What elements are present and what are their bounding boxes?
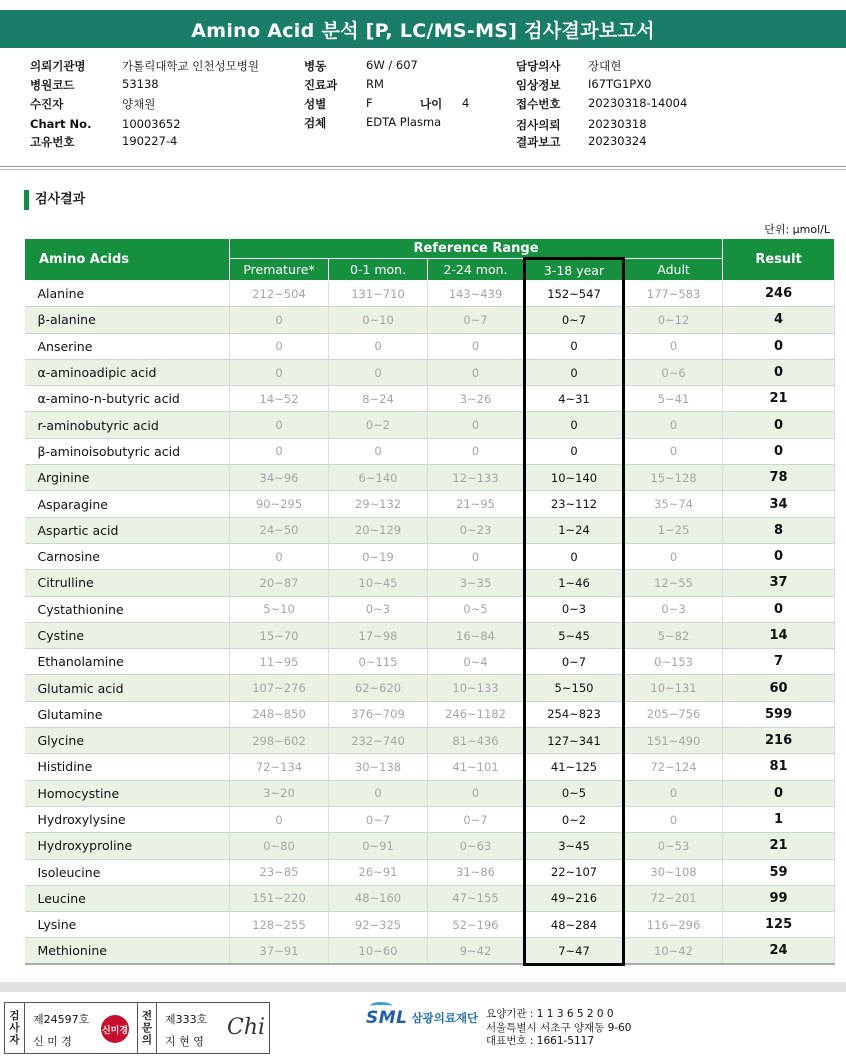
header-amino-acids: Amino Acids (25, 239, 230, 281)
reference-value: 48~284 (525, 912, 624, 938)
table-row (25, 806, 835, 832)
table-row (25, 412, 835, 438)
age-value: 4 (462, 96, 470, 110)
reference-value: 0 (329, 333, 428, 359)
table-row (25, 333, 835, 359)
table-row (25, 675, 835, 701)
reference-value: 5~45 (525, 622, 624, 648)
reference-value: 5~41 (624, 386, 723, 412)
info-label: 검체 (304, 116, 327, 130)
reference-value: 0 (230, 806, 329, 832)
table-row (25, 491, 835, 517)
info-value: F (366, 96, 373, 110)
reference-value: 0~91 (329, 833, 428, 859)
report-title: Amino Acid 분석 [P, LC/MS-MS] 검사결과보고서 (0, 10, 846, 48)
table-row (25, 780, 835, 806)
reference-value: 12~133 (428, 465, 525, 491)
reference-value: 131~710 (329, 281, 428, 307)
reference-value: 0~12 (624, 307, 723, 333)
info-label: 병원코드 (30, 78, 75, 92)
result-value: 0 (723, 596, 835, 622)
inspector-label-text: 검 사 자 (9, 1010, 20, 1046)
reference-value: 41~125 (525, 754, 624, 780)
info-value: 6W / 607 (366, 58, 418, 72)
reference-value: 0~5 (525, 780, 624, 806)
amino-acid-name: Carnosine (25, 543, 230, 569)
header-premature: Premature* (230, 259, 329, 281)
reference-value: 0 (525, 543, 624, 569)
reference-value: 254~823 (525, 701, 624, 727)
header-0-1-mon: 0-1 mon. (329, 259, 428, 281)
amino-acid-name: Isoleucine (25, 859, 230, 885)
reference-value: 9~42 (428, 938, 525, 964)
reference-value: 10~140 (525, 465, 624, 491)
table-row (25, 438, 835, 464)
result-value: 599 (723, 701, 835, 727)
table-row (25, 359, 835, 385)
reference-value: 0~153 (624, 649, 723, 675)
reference-value: 0~53 (624, 833, 723, 859)
info-label: 담당의사 (516, 59, 561, 73)
reference-value: 0 (525, 412, 624, 438)
reference-value: 3~26 (428, 386, 525, 412)
table-row (25, 859, 835, 885)
table-row (25, 465, 835, 491)
table-row (25, 517, 835, 543)
amino-acid-name: α-amino-n-butyric acid (25, 386, 230, 412)
result-value: 0 (723, 543, 835, 569)
table-row (25, 938, 835, 964)
reference-value: 72~124 (624, 754, 723, 780)
reference-value: 0~3 (525, 596, 624, 622)
result-value: 14 (723, 622, 835, 648)
reference-value: 151~220 (230, 885, 329, 911)
info-value: 20230324 (588, 134, 647, 148)
inspector-seal-icon: 신미경 (101, 1015, 129, 1043)
signature-box (4, 1002, 270, 1054)
info-value: RM (366, 77, 384, 91)
reference-value: 30~138 (329, 754, 428, 780)
reference-value: 6~140 (329, 465, 428, 491)
result-value: 99 (723, 885, 835, 911)
reference-value: 143~439 (428, 281, 525, 307)
reference-value: 10~60 (329, 938, 428, 964)
bottom-band (0, 982, 846, 992)
reference-value: 0 (230, 438, 329, 464)
reference-value: 116~296 (624, 912, 723, 938)
confirm-number: 제333호 (165, 1013, 208, 1026)
reference-value: 151~490 (624, 728, 723, 754)
reference-value: 12~55 (624, 570, 723, 596)
reference-value: 5~10 (230, 596, 329, 622)
reference-value: 10~45 (329, 570, 428, 596)
result-value: 0 (723, 780, 835, 806)
result-value: 24 (723, 938, 835, 964)
result-value: 78 (723, 465, 835, 491)
reference-value: 34~96 (230, 465, 329, 491)
amino-acid-name: Glutamine (25, 701, 230, 727)
info-value: EDTA Plasma (366, 115, 442, 129)
amino-acid-name: Glutamic acid (25, 675, 230, 701)
reference-value: 11~95 (230, 649, 329, 675)
reference-value: 0~2 (525, 806, 624, 832)
result-value: 37 (723, 570, 835, 596)
reference-value: 24~50 (230, 517, 329, 543)
reference-value: 0~2 (329, 412, 428, 438)
result-value: 34 (723, 491, 835, 517)
table-row (25, 701, 835, 727)
amino-acid-name: Ethanolamine (25, 649, 230, 675)
amino-acid-name: β-alanine (25, 307, 230, 333)
reference-value: 0 (428, 543, 525, 569)
amino-acid-name: β-aminoisobutyric acid (25, 438, 230, 464)
patient-info (0, 54, 846, 166)
header-3-18-year: 3-18 year (525, 259, 624, 281)
reference-value: 376~709 (329, 701, 428, 727)
table-row (25, 596, 835, 622)
amino-acid-name: Leucine (25, 885, 230, 911)
result-value: 0 (723, 333, 835, 359)
reference-value: 1~46 (525, 570, 624, 596)
table-row (25, 622, 835, 648)
result-value: 0 (723, 359, 835, 385)
reference-value: 205~756 (624, 701, 723, 727)
result-value: 1 (723, 806, 835, 832)
reference-value: 15~128 (624, 465, 723, 491)
confirm-label (137, 1003, 157, 1053)
info-value: I67TG1PX0 (588, 77, 652, 91)
reference-value: 4~31 (525, 386, 624, 412)
reference-value: 0~23 (428, 517, 525, 543)
reference-value: 0~3 (329, 596, 428, 622)
reference-value: 0~7 (525, 649, 624, 675)
reference-value: 23~85 (230, 859, 329, 885)
info-label: 병동 (304, 59, 327, 73)
reference-value: 62~620 (329, 675, 428, 701)
info-label: Chart No. (30, 117, 92, 131)
result-value: 216 (723, 728, 835, 754)
reference-value: 81~436 (428, 728, 525, 754)
info-value: 20230318-14004 (588, 96, 688, 110)
reference-value: 127~341 (525, 728, 624, 754)
reference-value: 0 (230, 307, 329, 333)
reference-value: 248~850 (230, 701, 329, 727)
info-value: 190227-4 (122, 134, 178, 148)
reference-value: 10~133 (428, 675, 525, 701)
reference-value: 0 (230, 359, 329, 385)
table-row (25, 728, 835, 754)
amino-acid-name: Hydroxyproline (25, 833, 230, 859)
inspector-label (5, 1003, 25, 1053)
table-row (25, 543, 835, 569)
reference-value: 0 (624, 780, 723, 806)
result-value: 21 (723, 386, 835, 412)
reference-value: 48~160 (329, 885, 428, 911)
reference-value: 0~10 (329, 307, 428, 333)
info-value: 양채원 (122, 97, 156, 111)
info-label: 진료과 (304, 78, 338, 92)
reference-value: 212~504 (230, 281, 329, 307)
reference-value: 0~63 (428, 833, 525, 859)
amino-acid-name: Aspartic acid (25, 517, 230, 543)
table-row (25, 833, 835, 859)
result-value: 60 (723, 675, 835, 701)
reference-value: 14~52 (230, 386, 329, 412)
logo-arc-icon (370, 1002, 392, 1010)
reference-value: 16~84 (428, 622, 525, 648)
info-value: 가톨릭대학교 인천성모병원 (122, 59, 259, 73)
reference-value: 232~740 (329, 728, 428, 754)
info-value: 20230318 (588, 117, 647, 131)
reference-value: 0 (624, 438, 723, 464)
reference-value: 0~5 (428, 596, 525, 622)
amino-acid-name: Citrulline (25, 570, 230, 596)
org-name: 삼광의료재단 (411, 1011, 479, 1025)
amino-acid-name: Histidine (25, 754, 230, 780)
reference-value: 20~129 (329, 517, 428, 543)
section-title: 검사결과 (24, 190, 85, 210)
table-row (25, 307, 835, 333)
result-value: 0 (723, 412, 835, 438)
reference-value: 7~47 (525, 938, 624, 964)
reference-value: 0 (428, 359, 525, 385)
result-value: 21 (723, 833, 835, 859)
result-value: 59 (723, 859, 835, 885)
reference-value: 0 (230, 412, 329, 438)
info-label: 의뢰기관명 (30, 59, 86, 73)
reference-value: 0~7 (329, 806, 428, 832)
reference-value: 72~134 (230, 754, 329, 780)
reference-value: 17~98 (329, 622, 428, 648)
reference-value: 152~547 (525, 281, 624, 307)
inspector-name: 신 미 경 (33, 1035, 72, 1048)
reference-value: 23~112 (525, 491, 624, 517)
reference-value: 37~91 (230, 938, 329, 964)
sml-logo (366, 1008, 478, 1028)
unit-label: 단위: μmol/L (764, 223, 830, 236)
footer (0, 998, 846, 1060)
reference-value: 0~3 (624, 596, 723, 622)
reference-value: 0 (624, 543, 723, 569)
reference-value: 90~295 (230, 491, 329, 517)
reference-value: 92~325 (329, 912, 428, 938)
table-row (25, 754, 835, 780)
info-value: 장대현 (588, 59, 622, 73)
reference-value: 0~4 (428, 649, 525, 675)
info-label: 접수번호 (516, 97, 561, 111)
reference-value: 128~255 (230, 912, 329, 938)
result-value: 0 (723, 438, 835, 464)
reference-value: 0~7 (525, 307, 624, 333)
result-value: 125 (723, 912, 835, 938)
reference-value: 5~82 (624, 622, 723, 648)
reference-value: 0 (428, 780, 525, 806)
reference-value: 1~25 (624, 517, 723, 543)
reference-value: 0 (428, 412, 525, 438)
reference-value: 0 (525, 438, 624, 464)
result-value: 8 (723, 517, 835, 543)
reference-value: 0 (428, 438, 525, 464)
info-label: 결과보고 (516, 135, 561, 149)
reference-value: 8~24 (329, 386, 428, 412)
header-reference-range: Reference Range (230, 239, 723, 259)
amino-acid-name: Methionine (25, 938, 230, 964)
reference-value: 30~108 (624, 859, 723, 885)
reference-value: 72~201 (624, 885, 723, 911)
signature-mark: Chi (227, 1015, 266, 1040)
reference-value: 35~74 (624, 491, 723, 517)
reference-value: 0~115 (329, 649, 428, 675)
reference-value: 3~20 (230, 780, 329, 806)
info-value: 10003652 (122, 117, 181, 131)
table-row (25, 386, 835, 412)
reference-value: 52~196 (428, 912, 525, 938)
amino-acid-name: Cystathionine (25, 596, 230, 622)
amino-acid-name: r-aminobutyric acid (25, 412, 230, 438)
table-row (25, 912, 835, 938)
reference-value: 177~583 (624, 281, 723, 307)
reference-value: 22~107 (525, 859, 624, 885)
reference-value: 0 (329, 359, 428, 385)
amino-acid-name: Arginine (25, 465, 230, 491)
reference-value: 0~7 (428, 307, 525, 333)
table-row (25, 885, 835, 911)
reference-value: 0~7 (428, 806, 525, 832)
reference-value: 0 (428, 333, 525, 359)
table-row (25, 649, 835, 675)
info-label: 성별 (304, 97, 327, 111)
header-result: Result (723, 239, 835, 281)
reference-value: 3~35 (428, 570, 525, 596)
address-line: 서울특별시 서초구 양재동 9-60 (486, 1021, 632, 1034)
confirm-name: 지 현 영 (165, 1035, 204, 1048)
reference-value: 20~87 (230, 570, 329, 596)
reference-value: 26~91 (329, 859, 428, 885)
reference-value: 246~1182 (428, 701, 525, 727)
reference-value: 0~19 (329, 543, 428, 569)
reference-value: 0~6 (624, 359, 723, 385)
amino-acid-name: Anserine (25, 333, 230, 359)
reference-value: 41~101 (428, 754, 525, 780)
result-value: 7 (723, 649, 835, 675)
amino-acid-name: Alanine (25, 281, 230, 307)
logo-text: SML (366, 1008, 408, 1028)
reference-value: 298~602 (230, 728, 329, 754)
amino-acid-name: Cystine (25, 622, 230, 648)
inspector-number: 제24597호 (33, 1013, 90, 1026)
reference-value: 0 (624, 333, 723, 359)
table-row (25, 281, 835, 307)
result-value: 4 (723, 307, 835, 333)
table-row (25, 570, 835, 596)
amino-acid-name: Asparagine (25, 491, 230, 517)
confirm-label-text: 전 문 의 (141, 1010, 153, 1046)
org-address (486, 1008, 631, 1049)
reference-value: 3~45 (525, 833, 624, 859)
reference-value: 0 (624, 806, 723, 832)
amino-acid-name: Glycine (25, 728, 230, 754)
address-line: 요양기관 : 1 1 3 6 5 2 0 0 (486, 1008, 614, 1020)
info-label: 검사의뢰 (516, 118, 561, 132)
reference-value: 49~216 (525, 885, 624, 911)
reference-value: 29~132 (329, 491, 428, 517)
info-label: 수진자 (30, 97, 64, 111)
reference-value: 0 (624, 412, 723, 438)
amino-acid-name: Homocystine (25, 780, 230, 806)
address-line: 대표번호 : 1661-5117 (486, 1035, 595, 1047)
info-divider (0, 166, 846, 170)
reference-value: 0 (329, 780, 428, 806)
results-table (24, 238, 835, 966)
reference-value: 47~155 (428, 885, 525, 911)
reference-value: 0 (329, 438, 428, 464)
reference-value: 0 (230, 333, 329, 359)
header-2-24-mon: 2-24 mon. (428, 259, 525, 281)
reference-value: 1~24 (525, 517, 624, 543)
reference-value: 107~276 (230, 675, 329, 701)
reference-value: 5~150 (525, 675, 624, 701)
amino-acid-name: α-aminoadipic acid (25, 359, 230, 385)
reference-value: 21~95 (428, 491, 525, 517)
info-value: 53138 (122, 77, 159, 91)
amino-acid-name: Hydroxylysine (25, 806, 230, 832)
reference-value: 0 (230, 543, 329, 569)
reference-value: 15~70 (230, 622, 329, 648)
reference-value: 0 (525, 359, 624, 385)
amino-acid-name: Lysine (25, 912, 230, 938)
info-label: 임상정보 (516, 78, 561, 92)
info-label: 고유번호 (30, 135, 75, 149)
reference-value: 10~131 (624, 675, 723, 701)
result-value: 81 (723, 754, 835, 780)
result-value: 246 (723, 281, 835, 307)
reference-value: 31~86 (428, 859, 525, 885)
reference-value: 0 (525, 333, 624, 359)
header-adult: Adult (624, 259, 723, 281)
reference-value: 10~42 (624, 938, 723, 964)
reference-value: 0~80 (230, 833, 329, 859)
age-label: 나이 (420, 97, 443, 111)
